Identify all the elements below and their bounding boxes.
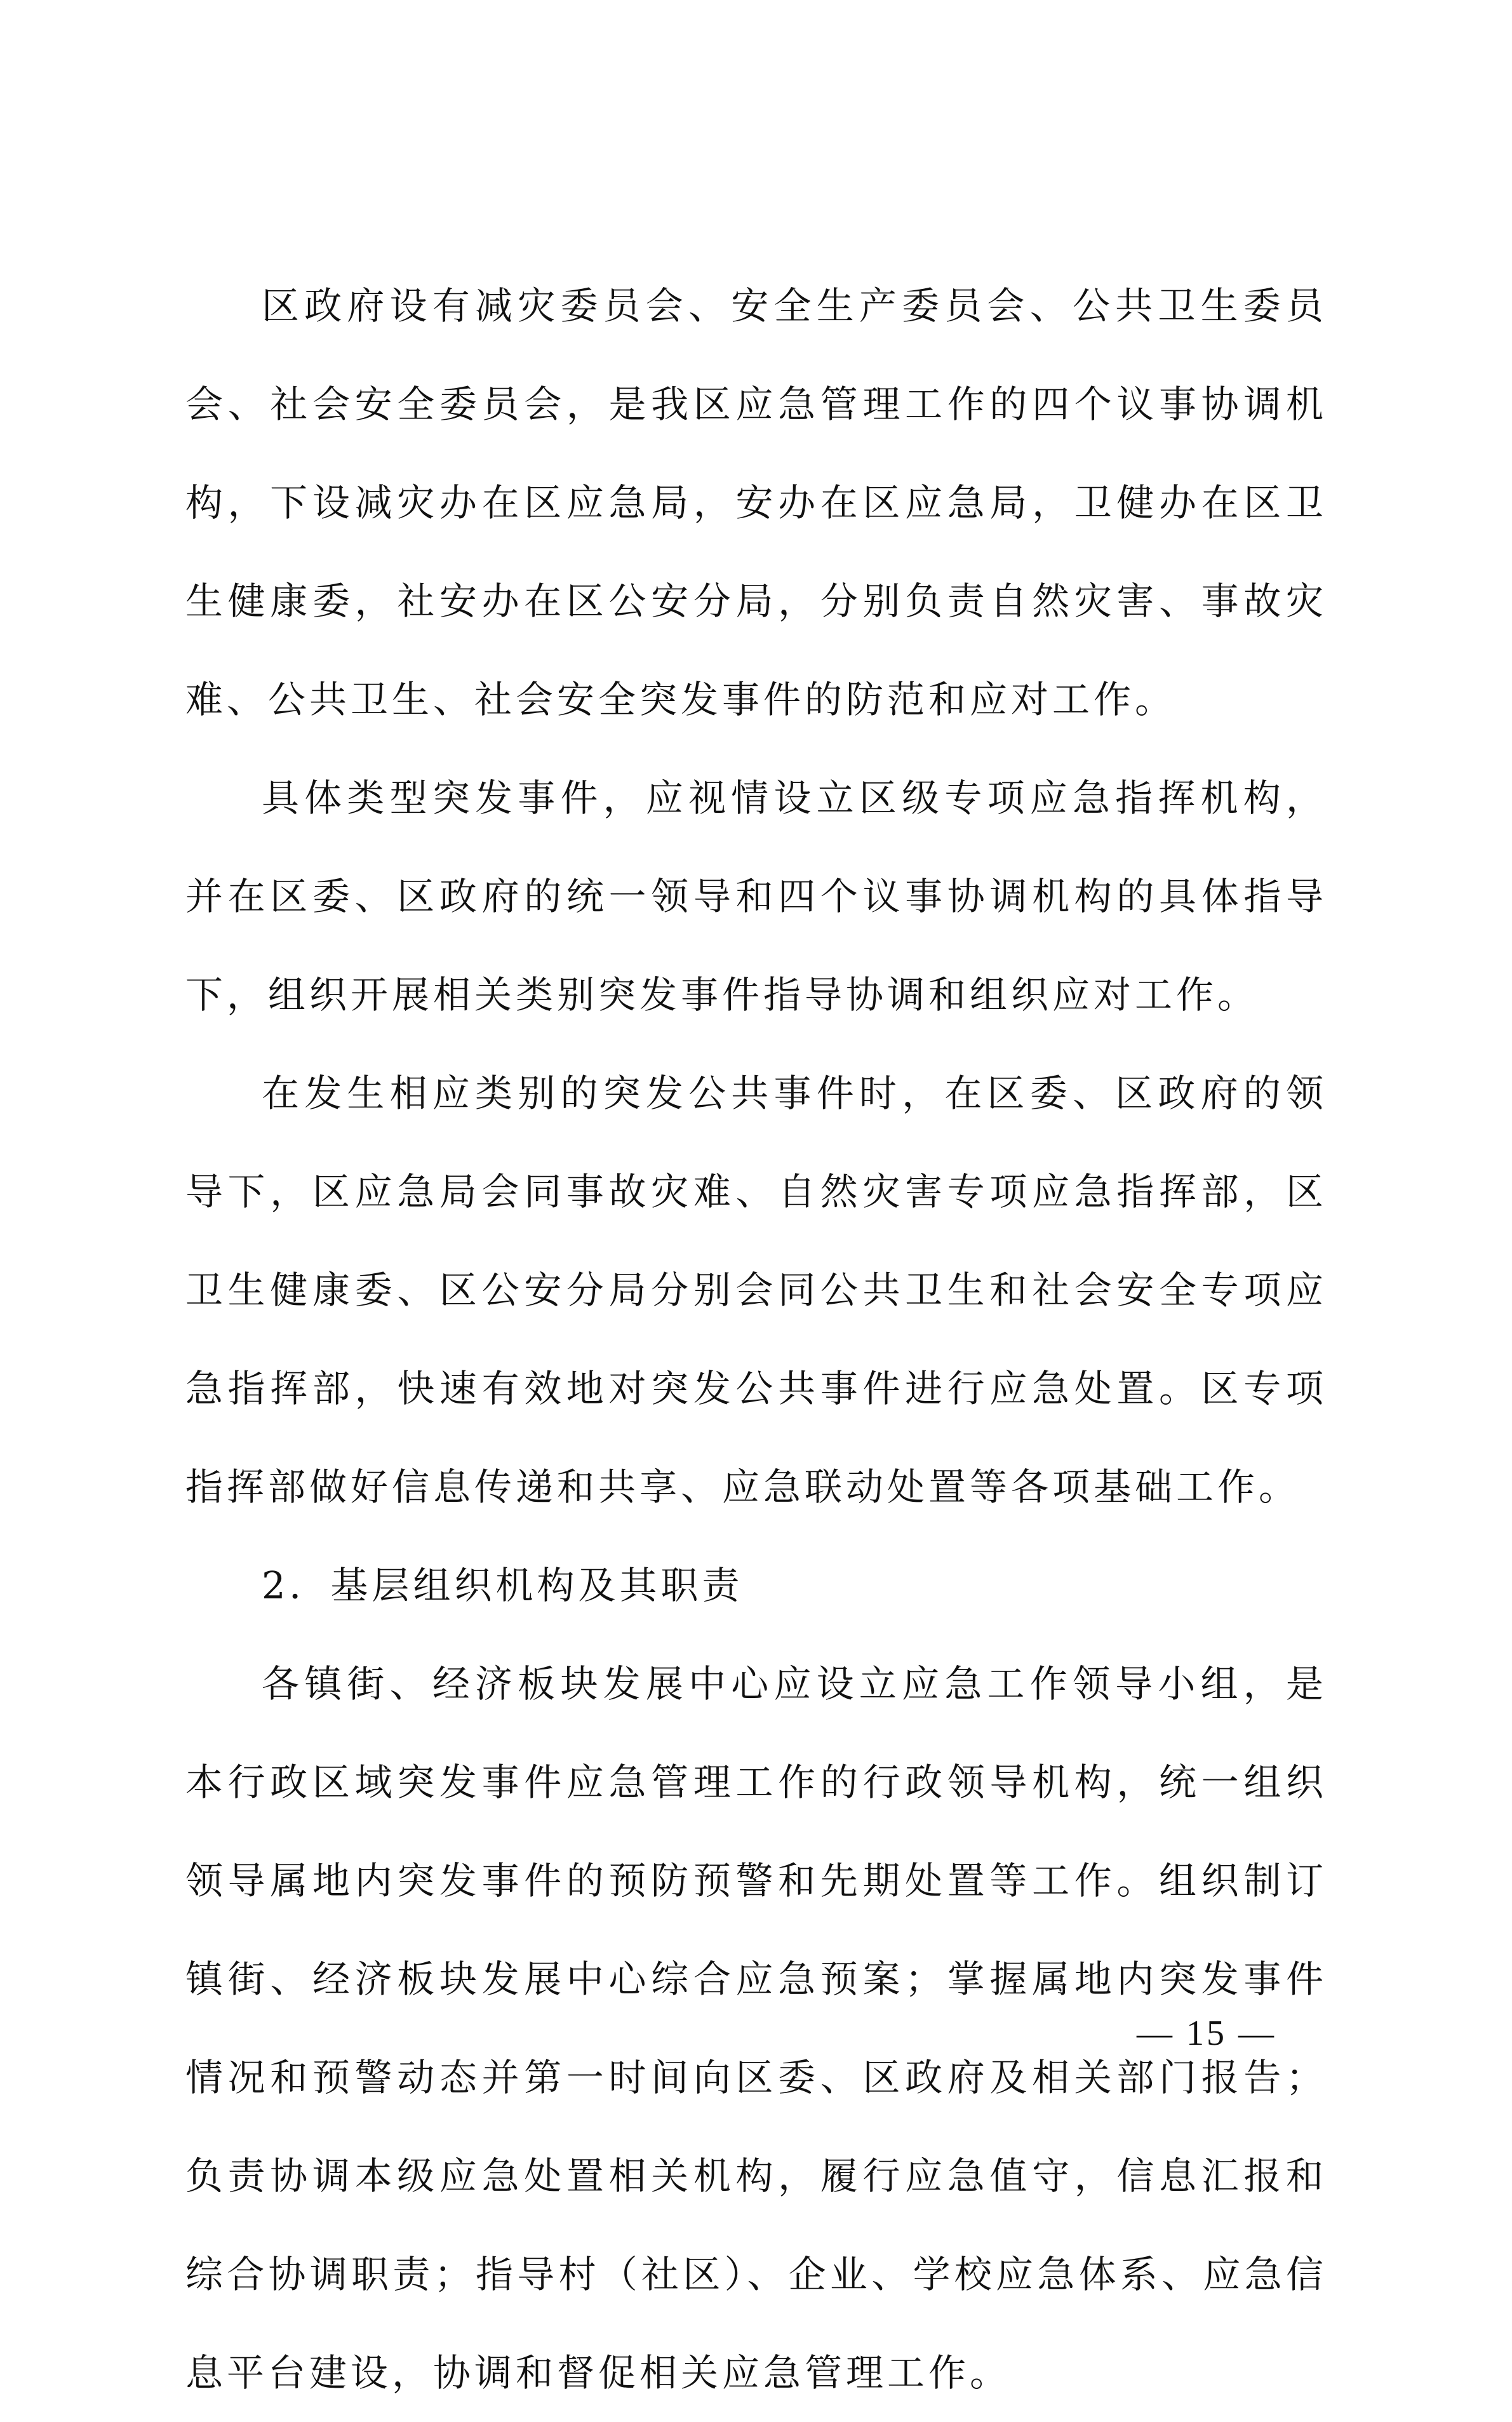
- page-number: — 15 —: [1137, 2014, 1276, 2053]
- document-body: [185, 257, 1327, 2422]
- paragraph-special-command: 具体类型突发事件，应视情设立区级专项应急指挥机构，并在区委、区政府的统一领导和四个议事协调机构的具体指导下，组织开展相关类别突发事件指导协调和组织应对工作。: [185, 776, 1327, 1017]
- paragraph-grassroots: 各镇街、经济板块发展中心应设立应急工作领导小组，是本行政区域突发事件应急管理工作的行政领导机构，统一组织领导属地内突发事件的预防预警和先期处置等工作。组织制订镇街、经济板块发展中心综合应急预案；掌握属地内突发事件情况和预警动态并第一时间向区委、区政府及相关部门报告；负责协调本级应急处置相关机构，履行应急值守，信息汇报和综合协调职责；指导村（社区）、企业、学校应急体系、应急信息平台建设，协调和督促相关应急管理工作。: [185, 1662, 1327, 2395]
- paragraph-public-events: 在发生相应类别的突发公共事件时，在区委、区政府的领导下，区应急局会同事故灾难、自然灾害专项应急指挥部，区卫生健康委、区公安分局分别会同公共卫生和社会安全专项应急指挥部，快速有效地对突发公共事件进行应急处置。区专项指挥部做好信息传递和共享、应急联动处置等各项基础工作。: [185, 1071, 1327, 1509]
- section-heading: 2．基层组织机构及其职责: [262, 1563, 744, 1607]
- paragraph-disaster-committees: 区政府设有减灾委员会、安全生产委员会、公共卫生委员会、社会安全委员会，是我区应急管理工作的四个议事协调机构，下设减灾办在区应急局，安办在区应急局，卫健办在区卫生健康委，社安办在区公安分局，分别负责自然灾害、事故灾难、公共卫生、社会安全突发事件的防范和应对工作。: [185, 284, 1327, 721]
